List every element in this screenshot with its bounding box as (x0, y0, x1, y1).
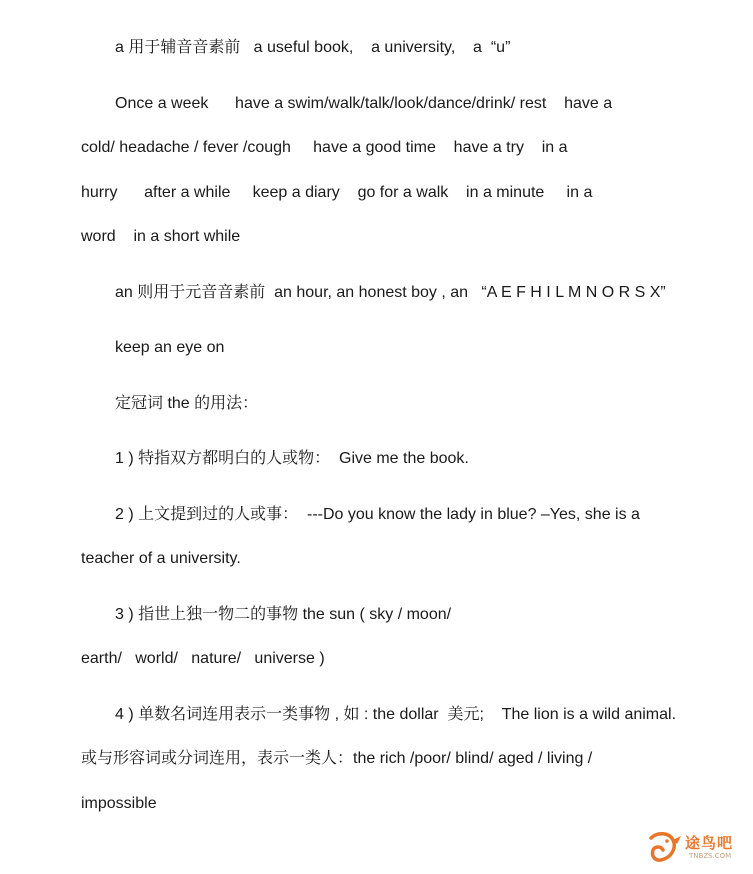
item-3-line-1: 3 ) 指世上独一物二的事物 the sun ( sky / moon/ (115, 606, 452, 623)
paragraph-a-phrases-line-4: word in a short while (81, 228, 241, 245)
watermark-text: 途鸟吧 (685, 834, 734, 852)
paragraph-a-phrases-line-1: Once a week have a swim/walk/talk/look/dance/drink/ rest have a (115, 95, 613, 112)
paragraph-a-phrases-line-3: hurry after a while keep a diary go for a walk in a minute in a (81, 184, 593, 201)
paragraph-a-phrases-line-2: cold/ headache / fever /cough have a good time have a try in a (81, 139, 568, 156)
paragraph-a-usage: a 用于辅音音素前 a useful book, a university, a “u” (115, 39, 511, 56)
paragraph-an-usage: an 则用于元音音素前 an hour, an honest boy , an “A E F H I L M N O R S X” (115, 284, 666, 301)
item-4-line-2: 或与形容词或分词连用，表示一类人：the rich /poor/ blind/ aged / living / (81, 750, 593, 767)
item-4-line-3: impossible (81, 795, 157, 812)
heading-the-usage: 定冠词 the 的用法： (115, 395, 259, 412)
paragraph-an-phrase: keep an eye on (115, 339, 225, 356)
watermark-subtext: TNBZS.COM (689, 852, 732, 860)
bird-logo-icon (647, 828, 687, 868)
watermark-logo (647, 828, 743, 868)
item-2-line-2: teacher of a university. (81, 550, 241, 567)
item-4-line-1: 4 ) 单数名词连用表示一类事物 , 如 : the dollar 美元; The lion is a wild animal. (115, 706, 677, 723)
item-1: 1 ) 特指双方都明白的人或物： Give me the book. (115, 450, 469, 467)
item-2-line-1: 2 ) 上文提到过的人或事： ---Do you know the lady in blue? –Yes, she is a (115, 506, 640, 523)
item-3-line-2: earth/ world/ nature/ universe ) (81, 650, 325, 667)
